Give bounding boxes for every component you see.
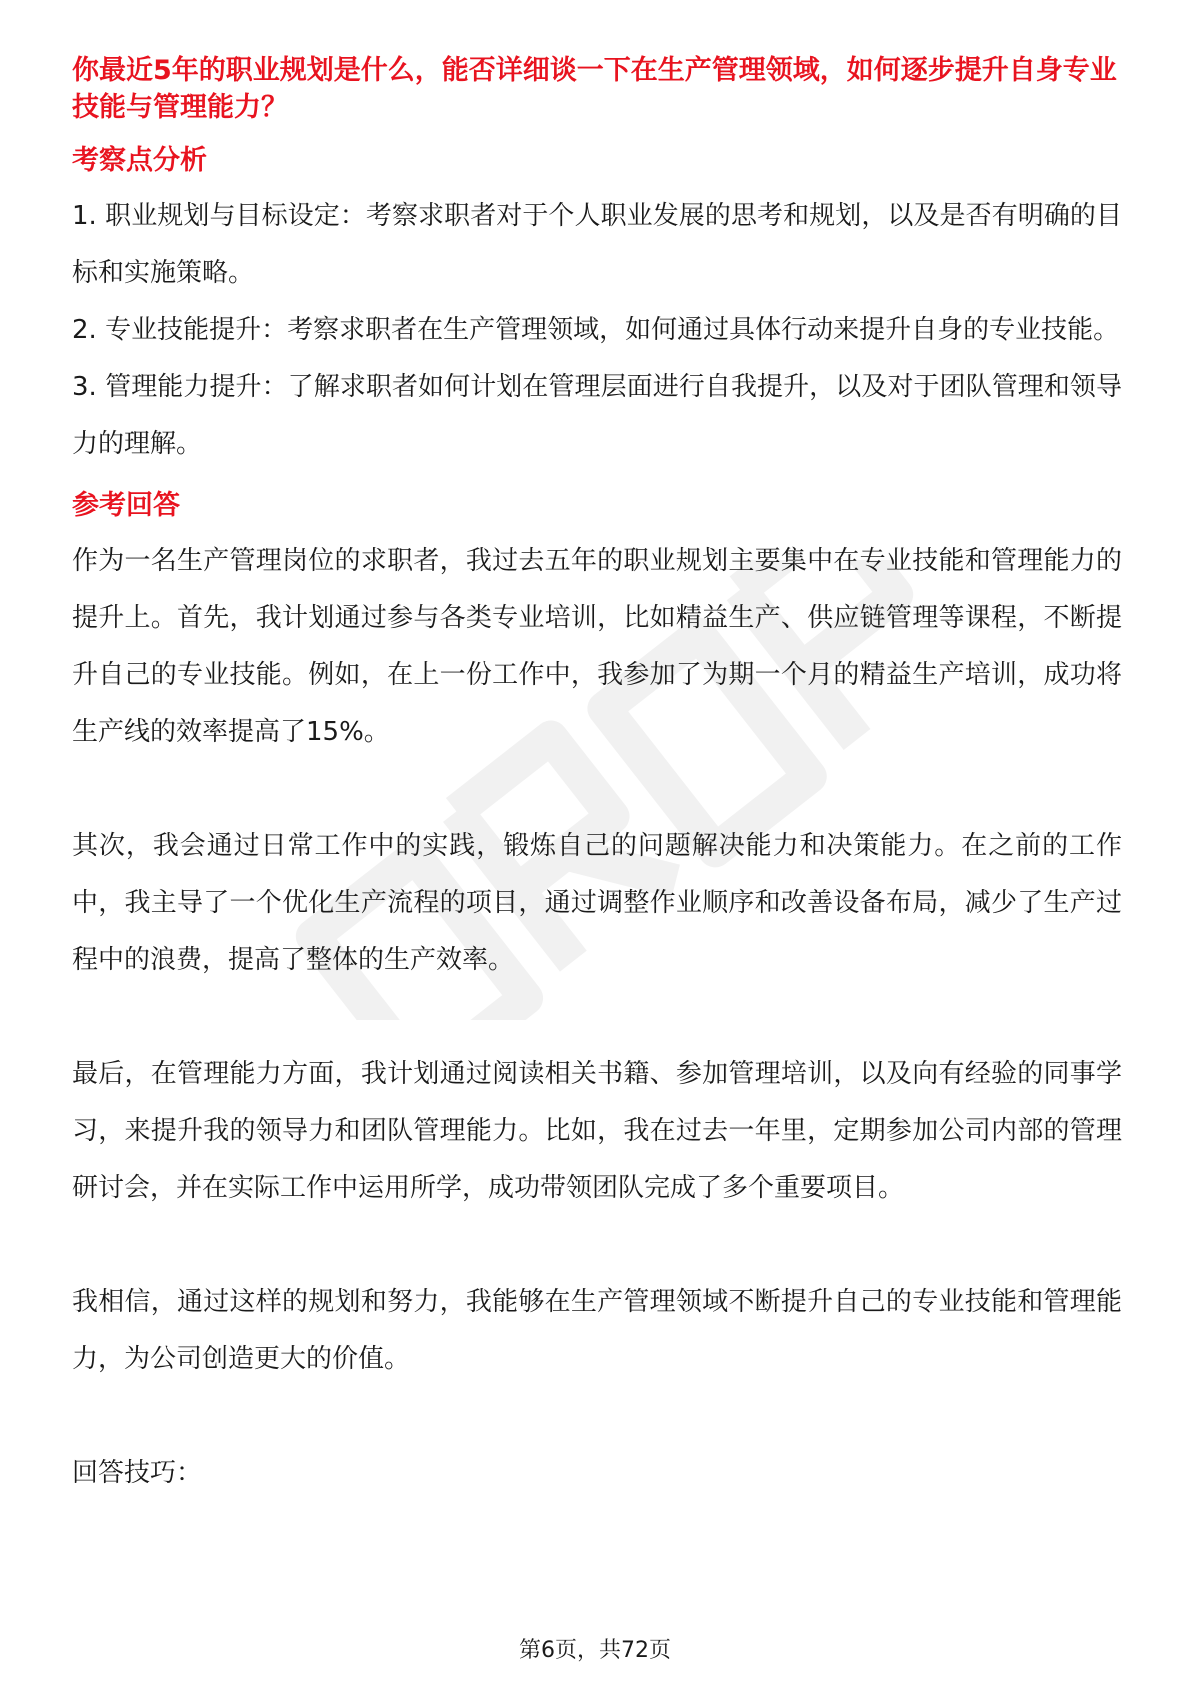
answer-title: 参考回答 bbox=[72, 490, 180, 521]
answer-paragraph-3: 最后，在管理能力方面，我计划通过阅读相关书籍、参加管理培训，以及向有经验的同事学习，来提升我的领导力和团队管理能力。比如，我在过去一年里，定期参加公司内部的管理研讨会，并在实际工作中运用所学，成功带领团队完成了多个重要项目。 bbox=[72, 1059, 1122, 1203]
analysis-title: 考察点分析 bbox=[72, 145, 207, 176]
analysis-item-3: 3. 管理能力提升：了解求职者如何计划在管理层面进行自我提升，以及对于团队管理和领导力的理解。 bbox=[72, 372, 1122, 459]
question-heading: 你最近5年的职业规划是什么，能否详细谈一下在生产管理领域，如何逐步提升自身专业技能与管理能力？ bbox=[72, 55, 1117, 123]
answer-paragraph-1: 作为一名生产管理岗位的求职者，我过去五年的职业规划主要集中在专业技能和管理能力的提升上。首先，我计划通过参与各类专业培训，比如精益生产、供应链管理等课程，不断提升自己的专业技能。例如，在上一份工作中，我参加了为期一个月的精益生产培训，成功将生产线的效率提高了15%。 bbox=[72, 546, 1122, 747]
page-content bbox=[72, 52, 1122, 1502]
answer-paragraph-2: 其次，我会通过日常工作中的实践，锻炼自己的问题解决能力和决策能力。在之前的工作中，我主导了一个优化生产流程的项目，通过调整作业顺序和改善设备布局，减少了生产过程中的浪费，提高了整体的生产效率。 bbox=[72, 831, 1122, 975]
analysis-item-1: 1. 职业规划与目标设定：考察求职者对于个人职业发展的思考和规划，以及是否有明确的目标和实施策略。 bbox=[72, 201, 1122, 288]
tips-label: 回答技巧： bbox=[72, 1458, 203, 1488]
page-number-footer: 第6页，共72页 bbox=[519, 1638, 671, 1663]
answer-paragraph-4: 我相信，通过这样的规划和努力，我能够在生产管理领域不断提升自己的专业技能和管理能力，为公司创造更大的价值。 bbox=[72, 1287, 1122, 1374]
analysis-item-2: 2. 专业技能提升：考察求职者在生产管理领域，如何通过具体行动来提升自身的专业技能。 bbox=[72, 315, 1120, 345]
